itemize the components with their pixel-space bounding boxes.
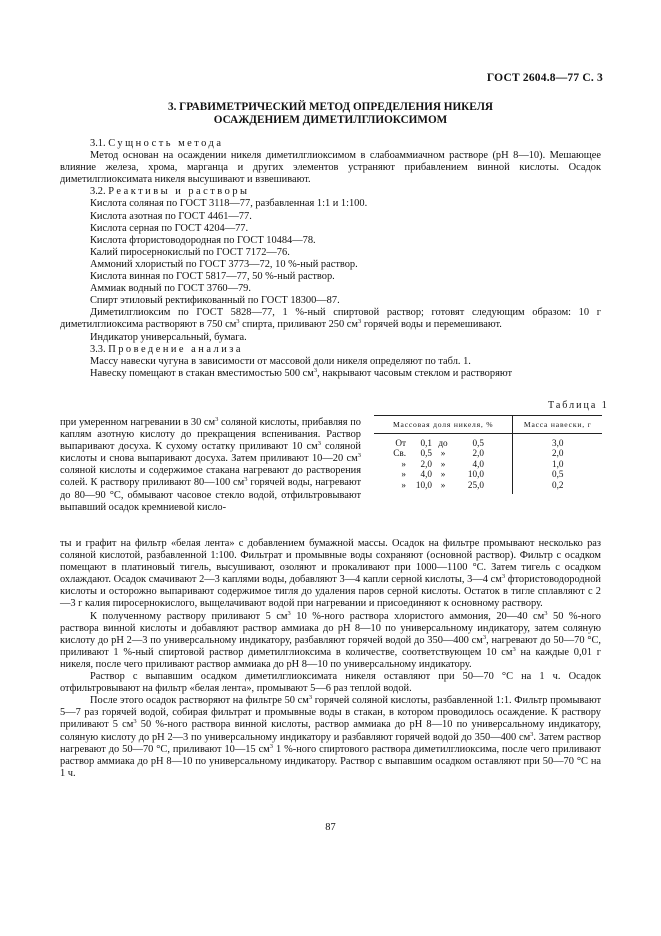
- procedure-narrow-text: при умеренном нагревании в 30 $см^3$ соляной кислоты, прибавляя по каплям азотную кислоту до прекращения вспенивания. Раствор выпаривают досуха. К сухому остатку приливают 10 $см^3$ соляной кислоты и снова выпаривают досуха. Затем приливают 10—20 $см^3$ соляной кислоты и содержимое стакана нагревают до растворения солей. К раствору приливают 80—100 $см^3$ горячей воды, нагревают до 80—90 °С, обмывают часовое стекло водой, отфильтровывают выпавший осадок кремниевой кисло-: [60, 416, 362, 513]
- table-cell-range: » 2,0 » 4,0: [374, 459, 513, 469]
- table-cell-mass: 1,0: [551, 458, 564, 469]
- reagents-heading: 3.2. Реактивы и растворы: [90, 186, 250, 198]
- reagent-dimethylglyoxime: Диметилглиоксим по ГОСТ 5828—77, 1 %-ный спиртовой раствор; готовят следующим образом: 10 г диметилглиоксима растворяют в 750 $см^3$ спирта, приливают 250 $см^3$ горячей воды и перемешивают.: [60, 307, 601, 331]
- section-title-line-1: 3. ГРАВИМЕТРИЧЕСКИЙ МЕТОД ОПРЕДЕЛЕНИЯ НИКЕЛЯ: [167, 101, 494, 113]
- procedure-mass-text: Массу навески чугуна в зависимости от массовой доли никеля определяют по табл. 1.: [90, 355, 471, 367]
- table-row: [374, 480, 602, 494]
- reagent-item: Кислота соляная по ГОСТ 3118—77, разбавленная 1:1 и 1:100.: [90, 198, 368, 210]
- reagent-item: Кислота серная по ГОСТ 4204—77.: [90, 222, 249, 234]
- sections-essence-reagents: [60, 138, 601, 380]
- essence-text: Метод основан на осаждении никеля диметилглиоксимом в слабоаммиачном растворе (рН 8—10). Мешающее влияние железа, хрома, марганца и других элементов устраняют прибавлением винной кислоты. Осадок диметилглиоксимата никеля высушивают и взвешивают.: [60, 150, 601, 186]
- table-cell-range: » 10,0 » 25,0: [374, 480, 513, 494]
- reagent-item: Спирт этиловый ректификованный по ГОСТ 18300—87.: [90, 295, 340, 307]
- running-header: ГОСТ 2604.8—77 С. 3: [486, 72, 603, 84]
- table-col-nickel-fraction: Массовая доля никеля, %: [374, 416, 513, 434]
- table-row: [374, 459, 602, 469]
- table-col-sample-mass: Масса навески, г: [513, 416, 602, 434]
- table-header-row: [374, 416, 602, 434]
- reagent-item: Кислота фтористоводородная по ГОСТ 10484—78.: [90, 234, 316, 246]
- procedure-continuation: [60, 538, 601, 780]
- reagent-indicator: Индикатор универсальный, бумага.: [90, 331, 247, 343]
- procedure-paragraph-1-cont: ты и графит на фильтр «белая лента» с добавлением бумажной массы. Осадок на фильтре промывают несколько раз соляной кислотой, разбавленной 1:100. Фильтрат и промывные воды сохраняют (основной раствор). Фильтр с осадком помещают в платиновый тигель, высушивают, озоляют и прокаливают при 1000—1100 °С. Затем тигель с осадком охлаждают. Осадок смачивают 2—3 каплями воды, добавляют 3—4 капли серной кислоты, 3—4 $см^3$ фтористоводородной кислоты и осторожно выпаривают содержимое тигля до удаления паров серной кислоты. Остаток в тигле сплавляют с 2—3 г калия пиросернокислого, выщелачивают водой при нагревании и присоединяют к основному раствору.: [60, 538, 601, 610]
- reagent-item: Кислота винная по ГОСТ 5817—77, 50 %-ный раствор.: [90, 271, 335, 283]
- section-title: [60, 101, 601, 127]
- table-row: [374, 434, 602, 449]
- table-cell-mass: 0,5: [551, 469, 564, 480]
- table-caption: Таблица 1: [548, 400, 609, 411]
- table-row: [374, 448, 602, 458]
- mass-table: [374, 415, 602, 494]
- table-cell-mass: 3,0: [551, 438, 564, 448]
- procedure-heading: 3.3. Проведение анализа: [90, 343, 243, 355]
- table-cell-mass: 2,0: [551, 448, 564, 459]
- procedure-paragraph-2: К полученному раствору приливают 5 $см^3$ 10 %-ного раствора хлористого аммония, 20—40 $см^3$ 50 %-ного раствора винной кислоты и добавляют раствор аммиака до рН 8—10 по универсальному индикатору, затем соляную кислоту до рН 2—3 по универсальному индикатору, разбавляют горячей водой до 350—400 $см^3$, нагревают до 50—70 °С, приливают 1 %-ный спиртовой раствор диметилглиоксима в количестве, соответствующем 10 $см^3$ на каждые 0,01 г никеля, после чего приливают раствор аммиака до рН 8—10 по универсальному индикатору.: [60, 609, 602, 670]
- procedure-paragraph-4: После этого осадок растворяют на фильтре 50 $см^3$ горячей соляной кислоты, разбавленной 1:1. Фильтр промывают 5—7 раз горячей водой, собирая фильтрат и промывные воды в стакан, в котором проводилось осаждение. К раствору приливают 5 $см^3$ 50 %-ного раствора винной кислоты, раствор аммиака до рН 8—10 по универсальному индикатору, соляную кислоту до рН 2—3 по универсальному индикатору и разбавляют горячей водой до 350—400 $см^3$. Затем раствор нагревают до 50—70 °С, приливают 10—15 $см^3$ 1 %-ного спиртового раствора диметилглиоксима, после чего приливают раствор аммиака до рН 8—10 по универсальному индикатору. Раствор с выпавшим осадком оставляют при 50—70 °С на 1 ч.: [60, 694, 601, 779]
- table-row: [374, 469, 602, 479]
- procedure-intro: Навеску помещают в стакан вместимостью 500 $см^3$, накрывают часовым стеклом и растворяют: [90, 366, 513, 379]
- table-cell-range: Св. 0,5 » 2,0: [374, 448, 513, 458]
- essence-heading: 3.1. Сущность метода: [90, 138, 224, 149]
- reagent-item: Калий пиросернокислый по ГОСТ 7172—76.: [90, 246, 290, 258]
- reagent-item: Аммиак водный по ГОСТ 3760—79.: [90, 283, 251, 295]
- reagent-item: Кислота азотная по ГОСТ 4461—77.: [90, 210, 252, 222]
- table-cell-range: От 0,1 до 0,5: [374, 434, 513, 449]
- procedure-paragraph-3: Раствор с выпавшим осадком диметилглиоксимата никеля оставляют при 50—70 °С на 1 ч. Осадок отфильтровывают на фильтр «белая лента», промывают 5—6 раз теплой водой.: [60, 671, 601, 695]
- table-cell-mass: 0,2: [551, 479, 564, 490]
- page-number: 87: [325, 822, 336, 833]
- reagent-item: Аммоний хлористый по ГОСТ 3773—72, 10 %-ный раствор.: [90, 258, 358, 270]
- table-cell-range: » 4,0 » 10,0: [374, 469, 513, 479]
- section-title-line-2: ОСАЖДЕНИЕМ ДИМЕТИЛГЛИОКСИМОМ: [213, 114, 448, 126]
